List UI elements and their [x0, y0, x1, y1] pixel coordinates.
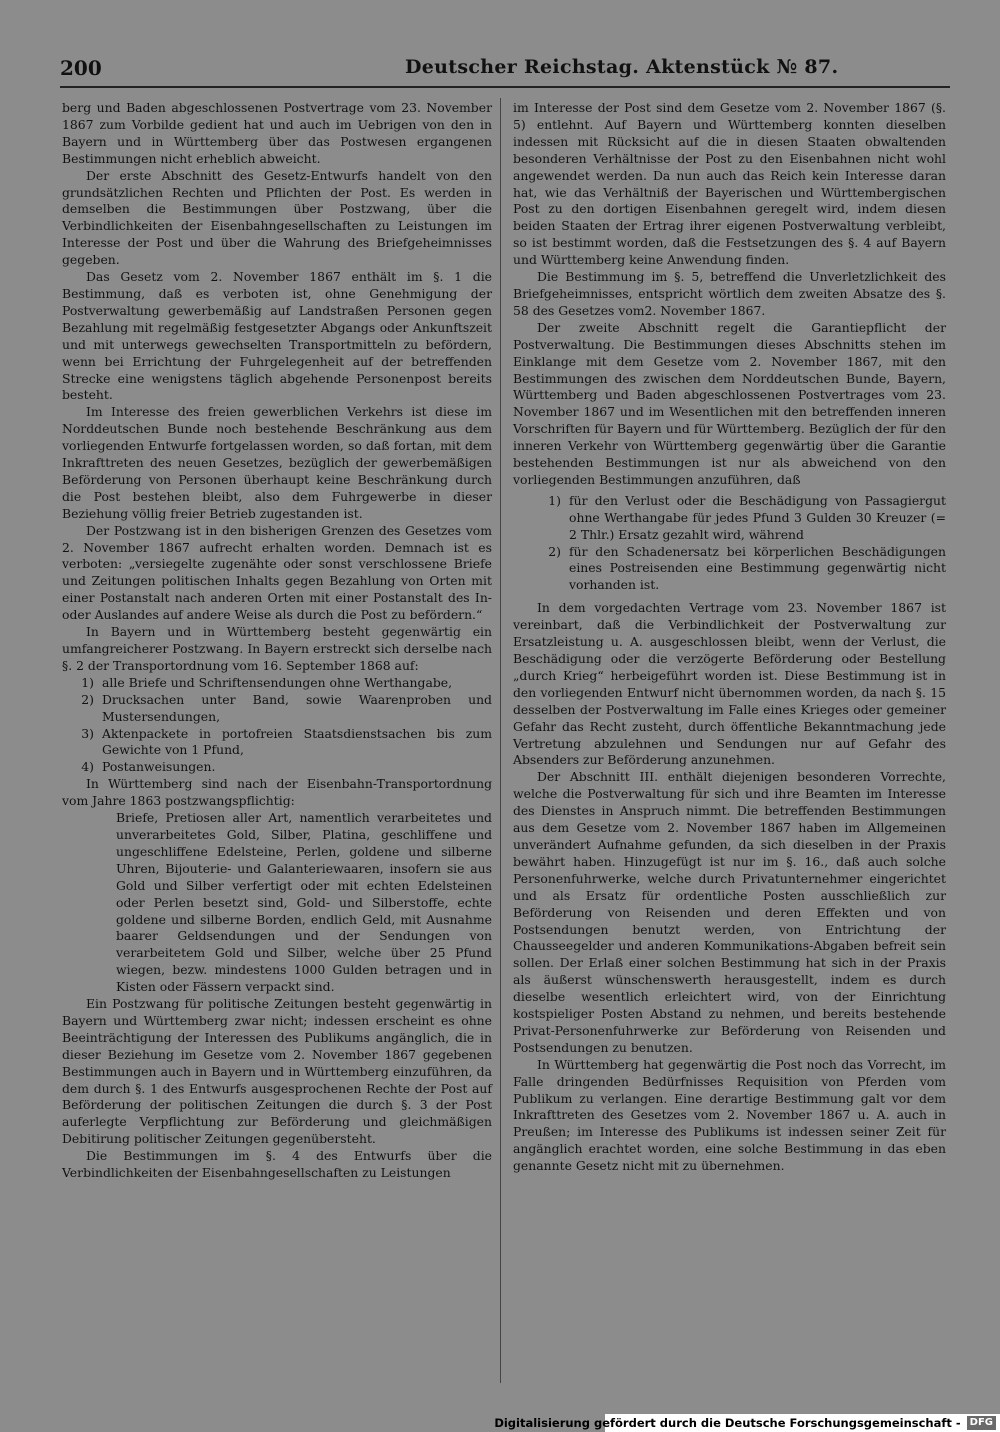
list-item [62, 692, 492, 726]
paragraph: Die Bestimmungen im §. 4 des Entwurfs über die Verbindlichkeiten der Eisenbahngesellschaften zu Leistungen [62, 1148, 492, 1181]
paragraph: In Württemberg hat gegenwärtig die Post noch das Vorrecht, im Falle dringenden Bedürfnisses Requisition von Pferden vom Publikum zu verlangen. Eine derartige Bestimmung galt vor dem Inkrafttreten des Gesetzes vom 2. November 1867 u. A. auch in Preußen; im Interesse des Publikums ist indessen seiner Zeit für angänglich erachtet worden, eine solche Bestimmung in das eben genannte Gesetz nicht mit zu übernehmen. [513, 1056, 946, 1174]
list-text: Drucksachen unter Band, sowie Waarenproben und Mustersendungen, [102, 691, 492, 724]
list-marker: 3) [81, 725, 94, 741]
paragraph: Der zweite Abschnitt regelt die Garantiepflicht der Postverwaltung. Die Bestimmungen dieses Abschnitts stehen im Einklange mit dem Gesetze vom 2. November 1867, mit den Bestimmungen des zwischen dem Norddeutschen Bunde, Bayern, Württemberg und Baden abgeschlossenen Postvertrages vom 23. November 1867 und im Wesentlichen mit den betreffenden inneren Vorschriften für Bayern und für Württemberg. Bezüglich der für den inneren Verkehr von Württemberg gegenwärtig über die Garantie bestehenden Bestimmungen ist nur als abweichend von den vorliegenden Bestimmungen anzuführen, daß [513, 319, 946, 487]
numbered-list [513, 493, 946, 594]
right-column [513, 100, 946, 1175]
paragraph: Der Abschnitt III. enthält diejenigen besonderen Vorrechte, welche die Postverwaltung für sich und ihre Beamten im Interesse des Dienstes in Anspruch nimmt. Die betreffenden Bestimmungen aus dem Gesetze vom 2. November 1867 haben im Allgemeinen unverändert Aufnahme gefunden, da sich dieselben in der Praxis bewährt haben. Hinzugefügt ist nur im §. 16., daß auch solche Personenfuhrwerke, welche durch Privatunternehmer eingerichtet und als Ersatz für ordentliche Posten ausschließlich zur Beförderung von Reisenden und deren Effekten und von Postsendungen benutzt werden, von Entrichtung der Chausseegelder und anderen Kommunikations-Abgaben befreit sein sollen. Der Erlaß einer solchen Bestimmung hat sich in der Praxis als äußerst wünschenswerth herausgestellt, indem es durch dieselbe wesentlich erleichtert wird, von der Einrichtung kostspieliger Posten Abstand zu nehmen, und bereits bestehende Privat-Personenfuhrwerke zur Beförderung von Reisenden und Postsendungen zu benutzen. [513, 769, 946, 1055]
dfg-logo: DFG [967, 1416, 996, 1430]
list-marker: 4) [81, 759, 94, 775]
paragraph: In dem vorgedachten Vertrage vom 23. November 1867 ist vereinbart, daß die Verbindlichkeit der Postverwaltung zur Ersatzleistung u. A. ausgeschlossen bleibt, wenn der Verlust, die Beschädigung oder die verzögerte Beförderung oder Bestellung „durch Krieg“ herbeigeführt worden ist. Diese Bestimmung ist in den vorliegenden Entwurf nicht übernommen worden, da nach §. 15 desselben der Postverwaltung im Falle eines Krieges oder gemeiner Gefahr das Recht zusteht, durch öffentliche Bekanntmachung jede Vertretung abzulehnen und Sendungen nur auf Gefahr des Absenders zur Beförderung anzunehmen. [513, 600, 946, 768]
list-marker: 1) [81, 674, 94, 690]
credit-text: Digitalisierung gefördert durch die Deutsche Forschungsgemeinschaft - [494, 1416, 961, 1430]
page-number: 200 [60, 56, 102, 80]
list-text: für den Schadenersatz bei körperlichen Beschädigungen eines Postreisenden eine Bestimmung gegenwärtig nicht vorhanden ist. [569, 543, 946, 593]
list-item [62, 675, 492, 692]
list-text: alle Briefe und Schriftensendungen ohne Werthangabe, [102, 674, 453, 690]
list-text: Aktenpackete in portofreien Staatsdienstsachen bis zum Gewichte von 1 Pfund, [102, 725, 492, 758]
list-item [513, 544, 946, 595]
numbered-list [62, 675, 492, 776]
header-rule [60, 86, 950, 88]
digitization-credit-bar [494, 1414, 1000, 1432]
list-item [62, 726, 492, 760]
list-text: Postanweisungen. [102, 759, 216, 775]
paragraph: Der erste Abschnitt des Gesetz-Entwurfs handelt von den grundsätzlichen Rechten und Pflichten der Post. Es werden in demselben die Bestimmungen über Postzwang, über die Verbindlichkeiten der Eisenbahngesellschaften zu Leistungen im Interesse der Post und über die Wahrung des Briefgeheimnisses gegeben. [62, 167, 492, 268]
paragraph: In Württemberg sind nach der Eisenbahn-Transportordnung vom Jahre 1863 postzwangspflichtig: [62, 776, 492, 809]
left-column [62, 100, 492, 1182]
list-marker: 2) [548, 543, 561, 559]
list-item [513, 493, 946, 544]
paragraph: Das Gesetz vom 2. November 1867 enthält im §. 1 die Bestimmung, daß es verboten ist, ohne Genehmigung der Postverwaltung gewerbemäßig auf Landstraßen Personen gegen Bezahlung mit regelmäßig festgesetzter Abgangs oder Ankunftszeit und mit unterwegs gewechselten Transportmitteln zu befördern, wenn bei Errichtung der Fuhrgelegenheit auf der betreffenden Strecke eine wenigstens täglich abgehende Personenpost bereits besteht. [62, 269, 492, 403]
list-marker: 1) [548, 492, 561, 508]
page-header [60, 56, 940, 86]
list-text: für den Verlust oder die Beschädigung von Passagiergut ohne Werthangabe für jedes Pfund 3 Gulden 30 Kreuzer (= 2 Thlr.) Ersatz gezahlt wird, während [569, 492, 946, 542]
paragraph: Die Bestimmung im §. 5, betreffend die Unverletzlichkeit des Briefgeheimnisses, entspricht wörtlich dem zweiten Absatze des §. 58 des Gesetzes vom2. November 1867. [513, 269, 946, 318]
paragraph: berg und Baden abgeschlossenen Postvertrage vom 23. November 1867 zum Vorbilde gedient hat und auch im Uebrigen von den in Bayern und in Württemberg über das Postwesen ergangenen Bestimmungen nicht erheblich abweicht. [62, 100, 492, 166]
list-item [62, 759, 492, 776]
paragraph: Ein Postzwang für politische Zeitungen besteht gegenwärtig in Bayern und Württemberg zwar nicht; indessen erscheint es ohne Beeinträchtigung der Interessen des Publikums angänglich, die in dieser Beziehung im Gesetze vom 2. November 1867 gegebenen Bestimmungen auch in Bayern und in Württemberg einzuführen, da dem durch §. 1 des Entwurfs ausgesprochenen Rechte der Post auf Beförderung der politischen Zeitungen die durch §. 3 der Post auferlegte Verpflichtung zur Beförderung und gleichmäßigen Debitirung politischer Zeitungen gegenübersteht. [62, 996, 492, 1147]
paragraph: im Interesse der Post sind dem Gesetze vom 2. November 1867 (§. 5) entlehnt. Auf Bayern und Württemberg konnten dieselben indessen mit Rücksicht auf die in diesen Staaten obwaltenden besonderen Verhältnisse der Post zu den Eisenbahnen nicht wohl angewendet werden. Da nun auch das Reich kein Interesse daran hat, wie das Verhältniß der Bayerischen und Württembergischen Post zu den dortigen Eisenbahnen geregelt wird, indem diesen beiden Staaten der Ertrag ihrer eigenen Postverwaltung verbleibt, so ist bestimmt worden, daß die Festsetzungen des §. 4 auf Bayern und Württemberg keine Anwendung finden. [513, 100, 946, 268]
paragraph: Im Interesse des freien gewerblichen Verkehrs ist diese im Norddeutschen Bunde noch bestehende Beschränkung aus dem vorliegenden Entwurfe fortgelassen worden, so daß fortan, mit dem Inkrafttreten des neuen Gesetzes, bezüglich der gewerbemäßigen Beförderung von Personen überhaupt keine Beschränkung durch die Post bestehen bleibt, also dem Fuhrgewerbe in dieser Beziehung völlig freier Betrieb zugestanden ist. [62, 404, 492, 521]
paragraph: Der Postzwang ist in den bisherigen Grenzen des Gesetzes vom 2. November 1867 aufrecht erhalten worden. Demnach ist es verboten: „versiegelte zugenähte oder sonst verschlossene Briefe und Zeitungen politischen Inhalts gegen Bezahlung von Orten mit einer Postanstalt nach anderen Orten mit einer Postanstalt des In- oder Auslandes auf andere Weise als durch die Post zu befördern.“ [62, 522, 492, 623]
column-divider [500, 98, 501, 1383]
running-title: Deutscher Reichstag. Aktenstück № 87. [405, 56, 839, 78]
paragraph: In Bayern und in Württemberg besteht gegenwärtig ein umfangreicherer Postzwang. In Bayern erstreckt sich derselbe nach §. 2 der Transportordnung vom 16. September 1868 auf: [62, 624, 492, 673]
indented-quote: Briefe, Pretiosen aller Art, namentlich verarbeitetes und unverarbeitetes Gold, Silber, Platina, geschliffene und ungeschliffene Edelsteine, Perlen, goldene und silberne Uhren, Bijouterie- und Galanteriewaaren, insofern sie aus Gold und Silber verfertigt oder mit echten Edelsteinen oder Perlen besetzt sind, Gold- und Silberstoffe, echte goldene und silberne Borden, endlich Geld, mit Ausnahme baarer Geldsendungen und der Sendungen von verarbeitetem Gold und Silber, welche über 25 Pfund wiegen, bezw. mindestens 1000 Gulden betragen und in Kisten oder Fässern verpackt sind. [116, 810, 492, 995]
list-marker: 2) [81, 691, 94, 707]
